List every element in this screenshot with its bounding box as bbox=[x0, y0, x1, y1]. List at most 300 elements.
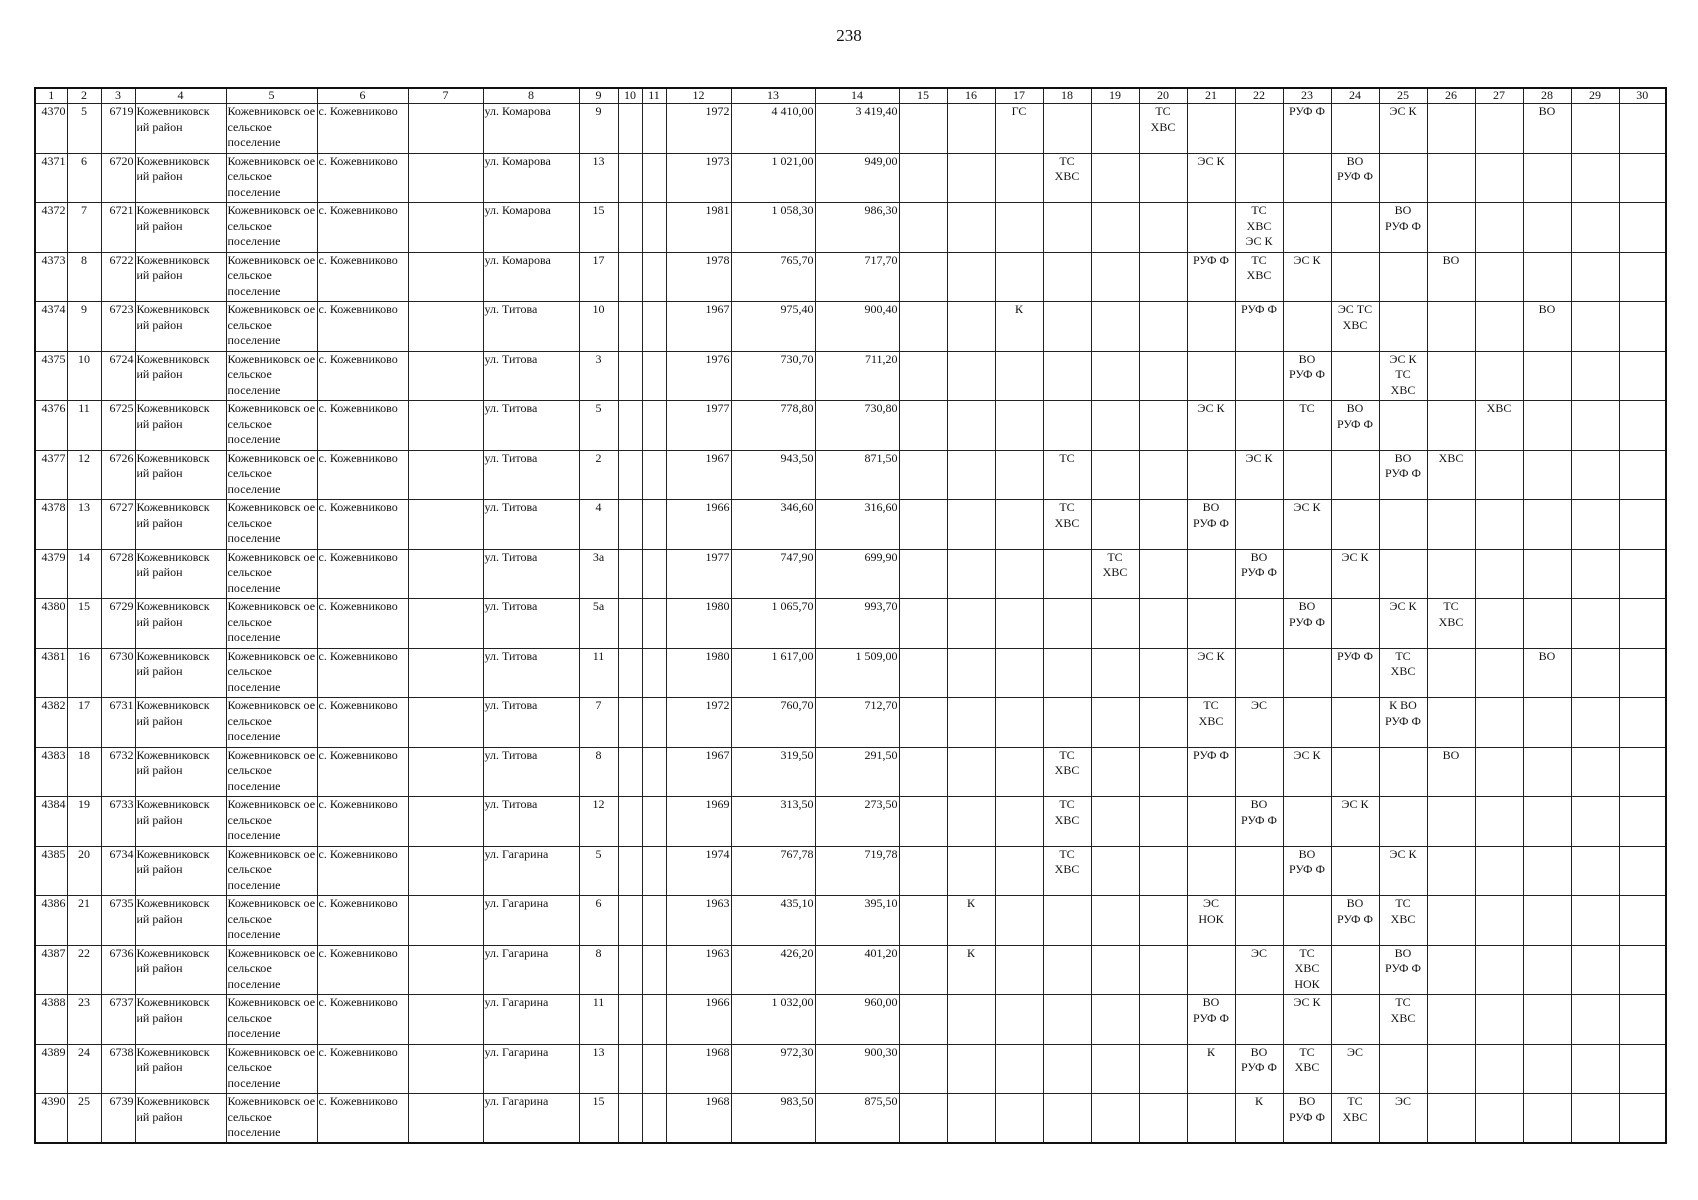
cell-col-12: 1973 bbox=[666, 153, 731, 203]
housing-register-table bbox=[34, 87, 1667, 1144]
cell-col-29 bbox=[1571, 549, 1619, 599]
cell-col-29 bbox=[1571, 104, 1619, 154]
cell-col-11 bbox=[642, 104, 666, 154]
cell-col-20 bbox=[1139, 450, 1187, 500]
column-header-11: 11 bbox=[642, 88, 666, 104]
cell-col-3: 6719 bbox=[101, 104, 135, 154]
table-row bbox=[35, 302, 1666, 352]
cell-col-13: 983,50 bbox=[731, 1094, 815, 1144]
cell-col-16 bbox=[947, 747, 995, 797]
cell-col-15 bbox=[899, 648, 947, 698]
cell-col-18 bbox=[1043, 252, 1091, 302]
cell-col-6: с. Кожевниково bbox=[317, 203, 408, 253]
cell-col-15 bbox=[899, 549, 947, 599]
table-body bbox=[35, 104, 1666, 1144]
page-number: 238 bbox=[836, 26, 862, 45]
column-header-30: 30 bbox=[1619, 88, 1666, 104]
cell-col-28 bbox=[1523, 995, 1571, 1045]
cell-col-24 bbox=[1331, 846, 1379, 896]
cell-col-13: 435,10 bbox=[731, 896, 815, 946]
cell-col-3: 6721 bbox=[101, 203, 135, 253]
column-header-27: 27 bbox=[1475, 88, 1523, 104]
cell-col-25: ЭС К bbox=[1379, 104, 1427, 154]
cell-col-29 bbox=[1571, 846, 1619, 896]
cell-col-21: ЭС К bbox=[1187, 401, 1235, 451]
column-header-10: 10 bbox=[618, 88, 642, 104]
cell-col-2: 7 bbox=[67, 203, 101, 253]
cell-col-28 bbox=[1523, 153, 1571, 203]
table-row bbox=[35, 797, 1666, 847]
cell-col-21: РУФ Ф bbox=[1187, 747, 1235, 797]
cell-col-6: с. Кожевниково bbox=[317, 252, 408, 302]
cell-col-18: ТС bbox=[1043, 450, 1091, 500]
cell-col-16: К bbox=[947, 896, 995, 946]
cell-col-2: 24 bbox=[67, 1044, 101, 1094]
cell-col-28 bbox=[1523, 401, 1571, 451]
cell-col-7 bbox=[408, 945, 483, 995]
cell-col-2: 14 bbox=[67, 549, 101, 599]
cell-col-21 bbox=[1187, 549, 1235, 599]
cell-col-23 bbox=[1283, 203, 1331, 253]
column-header-26: 26 bbox=[1427, 88, 1475, 104]
cell-col-24 bbox=[1331, 945, 1379, 995]
cell-col-26 bbox=[1427, 351, 1475, 401]
cell-col-16 bbox=[947, 1044, 995, 1094]
cell-col-25 bbox=[1379, 500, 1427, 550]
cell-col-27 bbox=[1475, 599, 1523, 649]
cell-col-10 bbox=[618, 995, 642, 1045]
cell-col-20 bbox=[1139, 1044, 1187, 1094]
cell-col-18 bbox=[1043, 549, 1091, 599]
cell-col-14: 949,00 bbox=[815, 153, 899, 203]
cell-col-2: 12 bbox=[67, 450, 101, 500]
cell-col-17 bbox=[995, 648, 1043, 698]
cell-col-22 bbox=[1235, 500, 1283, 550]
cell-col-9: 10 bbox=[579, 302, 618, 352]
cell-col-7 bbox=[408, 302, 483, 352]
cell-col-7 bbox=[408, 252, 483, 302]
cell-col-28 bbox=[1523, 896, 1571, 946]
cell-col-10 bbox=[618, 302, 642, 352]
cell-col-20 bbox=[1139, 153, 1187, 203]
cell-col-9: 6 bbox=[579, 896, 618, 946]
cell-col-12: 1977 bbox=[666, 401, 731, 451]
cell-col-11 bbox=[642, 648, 666, 698]
cell-col-25: ВО РУФ Ф bbox=[1379, 945, 1427, 995]
cell-col-18: ТС ХВС bbox=[1043, 797, 1091, 847]
cell-col-18 bbox=[1043, 698, 1091, 748]
cell-col-28 bbox=[1523, 450, 1571, 500]
cell-col-3: 6720 bbox=[101, 153, 135, 203]
cell-col-19 bbox=[1091, 648, 1139, 698]
column-header-24: 24 bbox=[1331, 88, 1379, 104]
cell-col-16 bbox=[947, 401, 995, 451]
cell-col-3: 6730 bbox=[101, 648, 135, 698]
cell-col-18: ТС ХВС bbox=[1043, 747, 1091, 797]
cell-col-7 bbox=[408, 1094, 483, 1144]
cell-col-23: ЭС К bbox=[1283, 747, 1331, 797]
cell-col-25: К ВО РУФ Ф bbox=[1379, 698, 1427, 748]
cell-col-19 bbox=[1091, 401, 1139, 451]
cell-col-30 bbox=[1619, 747, 1666, 797]
cell-col-1: 4374 bbox=[35, 302, 67, 352]
cell-col-15 bbox=[899, 252, 947, 302]
cell-col-30 bbox=[1619, 1094, 1666, 1144]
cell-col-21: ВО РУФ Ф bbox=[1187, 500, 1235, 550]
cell-col-29 bbox=[1571, 203, 1619, 253]
cell-col-5: Кожевниковск ое сельское поселение bbox=[226, 302, 317, 352]
cell-col-25: ЭС К bbox=[1379, 599, 1427, 649]
cell-col-17 bbox=[995, 203, 1043, 253]
cell-col-13: 4 410,00 bbox=[731, 104, 815, 154]
cell-col-14: 875,50 bbox=[815, 1094, 899, 1144]
cell-col-19 bbox=[1091, 500, 1139, 550]
cell-col-6: с. Кожевниково bbox=[317, 500, 408, 550]
cell-col-29 bbox=[1571, 995, 1619, 1045]
cell-col-25 bbox=[1379, 401, 1427, 451]
table-row bbox=[35, 648, 1666, 698]
cell-col-2: 22 bbox=[67, 945, 101, 995]
cell-col-18: ТС ХВС bbox=[1043, 846, 1091, 896]
cell-col-2: 9 bbox=[67, 302, 101, 352]
column-header-3: 3 bbox=[101, 88, 135, 104]
table-row bbox=[35, 104, 1666, 154]
cell-col-6: с. Кожевниково bbox=[317, 1044, 408, 1094]
column-header-7: 7 bbox=[408, 88, 483, 104]
cell-col-29 bbox=[1571, 1094, 1619, 1144]
cell-col-28 bbox=[1523, 797, 1571, 847]
cell-col-11 bbox=[642, 450, 666, 500]
cell-col-6: с. Кожевниково bbox=[317, 797, 408, 847]
cell-col-27 bbox=[1475, 203, 1523, 253]
cell-col-21 bbox=[1187, 1094, 1235, 1144]
cell-col-30 bbox=[1619, 995, 1666, 1045]
cell-col-9: 2 bbox=[579, 450, 618, 500]
cell-col-14: 719,78 bbox=[815, 846, 899, 896]
cell-col-4: Кожевниковск ий район bbox=[135, 401, 226, 451]
cell-col-21 bbox=[1187, 302, 1235, 352]
cell-col-20: ТС ХВС bbox=[1139, 104, 1187, 154]
cell-col-27 bbox=[1475, 500, 1523, 550]
cell-col-15 bbox=[899, 995, 947, 1045]
cell-col-23 bbox=[1283, 549, 1331, 599]
cell-col-17 bbox=[995, 401, 1043, 451]
cell-col-1: 4373 bbox=[35, 252, 67, 302]
cell-col-22: ЭС bbox=[1235, 698, 1283, 748]
cell-col-2: 6 bbox=[67, 153, 101, 203]
cell-col-25: ТС ХВС bbox=[1379, 995, 1427, 1045]
cell-col-7 bbox=[408, 104, 483, 154]
cell-col-4: Кожевниковск ий район bbox=[135, 1044, 226, 1094]
cell-col-23 bbox=[1283, 797, 1331, 847]
cell-col-27 bbox=[1475, 896, 1523, 946]
cell-col-12: 1980 bbox=[666, 599, 731, 649]
cell-col-16 bbox=[947, 450, 995, 500]
cell-col-1: 4382 bbox=[35, 698, 67, 748]
column-header-29: 29 bbox=[1571, 88, 1619, 104]
cell-col-8: ул. Гагарина bbox=[483, 846, 579, 896]
cell-col-4: Кожевниковск ий район bbox=[135, 203, 226, 253]
cell-col-27: ХВС bbox=[1475, 401, 1523, 451]
cell-col-5: Кожевниковск ое сельское поселение bbox=[226, 896, 317, 946]
cell-col-10 bbox=[618, 153, 642, 203]
cell-col-10 bbox=[618, 450, 642, 500]
cell-col-19 bbox=[1091, 450, 1139, 500]
cell-col-15 bbox=[899, 945, 947, 995]
cell-col-1: 4385 bbox=[35, 846, 67, 896]
cell-col-4: Кожевниковск ий район bbox=[135, 599, 226, 649]
cell-col-16 bbox=[947, 252, 995, 302]
cell-col-27 bbox=[1475, 302, 1523, 352]
cell-col-6: с. Кожевниково bbox=[317, 945, 408, 995]
cell-col-26 bbox=[1427, 401, 1475, 451]
cell-col-24 bbox=[1331, 995, 1379, 1045]
cell-col-5: Кожевниковск ое сельское поселение bbox=[226, 203, 317, 253]
cell-col-17 bbox=[995, 252, 1043, 302]
table-row bbox=[35, 698, 1666, 748]
cell-col-16 bbox=[947, 797, 995, 847]
cell-col-21: РУФ Ф bbox=[1187, 252, 1235, 302]
cell-col-26 bbox=[1427, 153, 1475, 203]
cell-col-22 bbox=[1235, 351, 1283, 401]
column-header-20: 20 bbox=[1139, 88, 1187, 104]
cell-col-11 bbox=[642, 846, 666, 896]
cell-col-8: ул. Титова bbox=[483, 599, 579, 649]
cell-col-25: ЭС К ТС ХВС bbox=[1379, 351, 1427, 401]
cell-col-13: 426,20 bbox=[731, 945, 815, 995]
cell-col-17 bbox=[995, 945, 1043, 995]
cell-col-9: 5 bbox=[579, 401, 618, 451]
cell-col-26 bbox=[1427, 203, 1475, 253]
cell-col-23: ВО РУФ Ф bbox=[1283, 1094, 1331, 1144]
cell-col-24: ТС ХВС bbox=[1331, 1094, 1379, 1144]
cell-col-26 bbox=[1427, 1094, 1475, 1144]
cell-col-8: ул. Титова bbox=[483, 698, 579, 748]
cell-col-27 bbox=[1475, 252, 1523, 302]
cell-col-11 bbox=[642, 153, 666, 203]
cell-col-20 bbox=[1139, 351, 1187, 401]
cell-col-27 bbox=[1475, 698, 1523, 748]
cell-col-15 bbox=[899, 747, 947, 797]
cell-col-28 bbox=[1523, 500, 1571, 550]
column-header-8: 8 bbox=[483, 88, 579, 104]
table-row bbox=[35, 252, 1666, 302]
cell-col-2: 21 bbox=[67, 896, 101, 946]
cell-col-15 bbox=[899, 797, 947, 847]
cell-col-23: ЭС К bbox=[1283, 500, 1331, 550]
cell-col-17 bbox=[995, 846, 1043, 896]
cell-col-27 bbox=[1475, 153, 1523, 203]
cell-col-7 bbox=[408, 698, 483, 748]
cell-col-15 bbox=[899, 500, 947, 550]
cell-col-15 bbox=[899, 401, 947, 451]
column-header-1: 1 bbox=[35, 88, 67, 104]
cell-col-24 bbox=[1331, 450, 1379, 500]
cell-col-1: 4387 bbox=[35, 945, 67, 995]
cell-col-5: Кожевниковск ое сельское поселение bbox=[226, 549, 317, 599]
cell-col-10 bbox=[618, 401, 642, 451]
column-header-13: 13 bbox=[731, 88, 815, 104]
cell-col-19 bbox=[1091, 599, 1139, 649]
cell-col-18 bbox=[1043, 104, 1091, 154]
cell-col-17: К bbox=[995, 302, 1043, 352]
cell-col-20 bbox=[1139, 599, 1187, 649]
column-header-5: 5 bbox=[226, 88, 317, 104]
cell-col-20 bbox=[1139, 252, 1187, 302]
cell-col-27 bbox=[1475, 945, 1523, 995]
cell-col-22: ВО РУФ Ф bbox=[1235, 797, 1283, 847]
cell-col-1: 4389 bbox=[35, 1044, 67, 1094]
cell-col-13: 346,60 bbox=[731, 500, 815, 550]
cell-col-5: Кожевниковск ое сельское поселение bbox=[226, 698, 317, 748]
cell-col-4: Кожевниковск ий район bbox=[135, 302, 226, 352]
cell-col-1: 4386 bbox=[35, 896, 67, 946]
table-row bbox=[35, 203, 1666, 253]
cell-col-7 bbox=[408, 203, 483, 253]
cell-col-28 bbox=[1523, 698, 1571, 748]
cell-col-19 bbox=[1091, 153, 1139, 203]
cell-col-11 bbox=[642, 302, 666, 352]
cell-col-30 bbox=[1619, 1044, 1666, 1094]
cell-col-14: 730,80 bbox=[815, 401, 899, 451]
cell-col-20 bbox=[1139, 203, 1187, 253]
cell-col-21 bbox=[1187, 104, 1235, 154]
cell-col-15 bbox=[899, 698, 947, 748]
cell-col-16 bbox=[947, 599, 995, 649]
cell-col-11 bbox=[642, 252, 666, 302]
cell-col-2: 19 bbox=[67, 797, 101, 847]
cell-col-13: 1 021,00 bbox=[731, 153, 815, 203]
cell-col-23 bbox=[1283, 153, 1331, 203]
cell-col-13: 1 032,00 bbox=[731, 995, 815, 1045]
cell-col-3: 6729 bbox=[101, 599, 135, 649]
cell-col-8: ул. Комарова bbox=[483, 104, 579, 154]
cell-col-16 bbox=[947, 351, 995, 401]
table-row bbox=[35, 599, 1666, 649]
cell-col-3: 6725 bbox=[101, 401, 135, 451]
cell-col-12: 1972 bbox=[666, 698, 731, 748]
cell-col-13: 1 617,00 bbox=[731, 648, 815, 698]
cell-col-22: К bbox=[1235, 1094, 1283, 1144]
cell-col-18 bbox=[1043, 203, 1091, 253]
cell-col-8: ул. Титова bbox=[483, 797, 579, 847]
cell-col-9: 8 bbox=[579, 747, 618, 797]
cell-col-21 bbox=[1187, 203, 1235, 253]
cell-col-28: ВО bbox=[1523, 302, 1571, 352]
cell-col-22 bbox=[1235, 401, 1283, 451]
cell-col-9: 15 bbox=[579, 1094, 618, 1144]
cell-col-16: К bbox=[947, 945, 995, 995]
cell-col-20 bbox=[1139, 995, 1187, 1045]
cell-col-14: 711,20 bbox=[815, 351, 899, 401]
table-row bbox=[35, 995, 1666, 1045]
cell-col-17 bbox=[995, 1094, 1043, 1144]
cell-col-8: ул. Титова bbox=[483, 401, 579, 451]
cell-col-24: ЭС ТС ХВС bbox=[1331, 302, 1379, 352]
cell-col-4: Кожевниковск ий район bbox=[135, 846, 226, 896]
cell-col-23: ЭС К bbox=[1283, 995, 1331, 1045]
column-header-22: 22 bbox=[1235, 88, 1283, 104]
cell-col-2: 15 bbox=[67, 599, 101, 649]
cell-col-23 bbox=[1283, 450, 1331, 500]
cell-col-24 bbox=[1331, 104, 1379, 154]
cell-col-30 bbox=[1619, 648, 1666, 698]
cell-col-18 bbox=[1043, 995, 1091, 1045]
cell-col-10 bbox=[618, 1094, 642, 1144]
cell-col-19 bbox=[1091, 896, 1139, 946]
cell-col-9: 17 bbox=[579, 252, 618, 302]
cell-col-4: Кожевниковск ий район bbox=[135, 500, 226, 550]
cell-col-20 bbox=[1139, 945, 1187, 995]
cell-col-8: ул. Гагарина bbox=[483, 1044, 579, 1094]
cell-col-17 bbox=[995, 747, 1043, 797]
cell-col-18: ТС ХВС bbox=[1043, 153, 1091, 203]
cell-col-22 bbox=[1235, 995, 1283, 1045]
column-header-23: 23 bbox=[1283, 88, 1331, 104]
cell-col-10 bbox=[618, 203, 642, 253]
cell-col-23: ВО РУФ Ф bbox=[1283, 599, 1331, 649]
cell-col-30 bbox=[1619, 846, 1666, 896]
cell-col-2: 11 bbox=[67, 401, 101, 451]
cell-col-24 bbox=[1331, 252, 1379, 302]
cell-col-11 bbox=[642, 500, 666, 550]
cell-col-3: 6738 bbox=[101, 1044, 135, 1094]
cell-col-26 bbox=[1427, 797, 1475, 847]
cell-col-24: ЭС bbox=[1331, 1044, 1379, 1094]
cell-col-22: ВО РУФ Ф bbox=[1235, 1044, 1283, 1094]
cell-col-4: Кожевниковск ий район bbox=[135, 797, 226, 847]
cell-col-7 bbox=[408, 846, 483, 896]
cell-col-5: Кожевниковск ое сельское поселение bbox=[226, 500, 317, 550]
cell-col-3: 6724 bbox=[101, 351, 135, 401]
cell-col-10 bbox=[618, 698, 642, 748]
cell-col-10 bbox=[618, 104, 642, 154]
column-header-18: 18 bbox=[1043, 88, 1091, 104]
cell-col-10 bbox=[618, 747, 642, 797]
cell-col-25: ВО РУФ Ф bbox=[1379, 203, 1427, 253]
cell-col-28: ВО bbox=[1523, 648, 1571, 698]
cell-col-20 bbox=[1139, 401, 1187, 451]
cell-col-20 bbox=[1139, 747, 1187, 797]
cell-col-17 bbox=[995, 599, 1043, 649]
cell-col-9: 13 bbox=[579, 153, 618, 203]
cell-col-19 bbox=[1091, 252, 1139, 302]
cell-col-9: 15 bbox=[579, 203, 618, 253]
cell-col-27 bbox=[1475, 450, 1523, 500]
cell-col-20 bbox=[1139, 846, 1187, 896]
cell-col-12: 1981 bbox=[666, 203, 731, 253]
cell-col-25: ЭС К bbox=[1379, 846, 1427, 896]
cell-col-27 bbox=[1475, 747, 1523, 797]
cell-col-8: ул. Титова bbox=[483, 648, 579, 698]
cell-col-22: ТС ХВС bbox=[1235, 252, 1283, 302]
cell-col-4: Кожевниковск ий район bbox=[135, 351, 226, 401]
cell-col-19 bbox=[1091, 698, 1139, 748]
cell-col-10 bbox=[618, 945, 642, 995]
cell-col-18 bbox=[1043, 1044, 1091, 1094]
cell-col-4: Кожевниковск ий район bbox=[135, 104, 226, 154]
cell-col-13: 760,70 bbox=[731, 698, 815, 748]
table-row bbox=[35, 500, 1666, 550]
cell-col-17 bbox=[995, 896, 1043, 946]
cell-col-22: РУФ Ф bbox=[1235, 302, 1283, 352]
cell-col-7 bbox=[408, 797, 483, 847]
column-header-16: 16 bbox=[947, 88, 995, 104]
cell-col-3: 6739 bbox=[101, 1094, 135, 1144]
cell-col-29 bbox=[1571, 302, 1619, 352]
cell-col-7 bbox=[408, 153, 483, 203]
cell-col-5: Кожевниковск ое сельское поселение bbox=[226, 995, 317, 1045]
